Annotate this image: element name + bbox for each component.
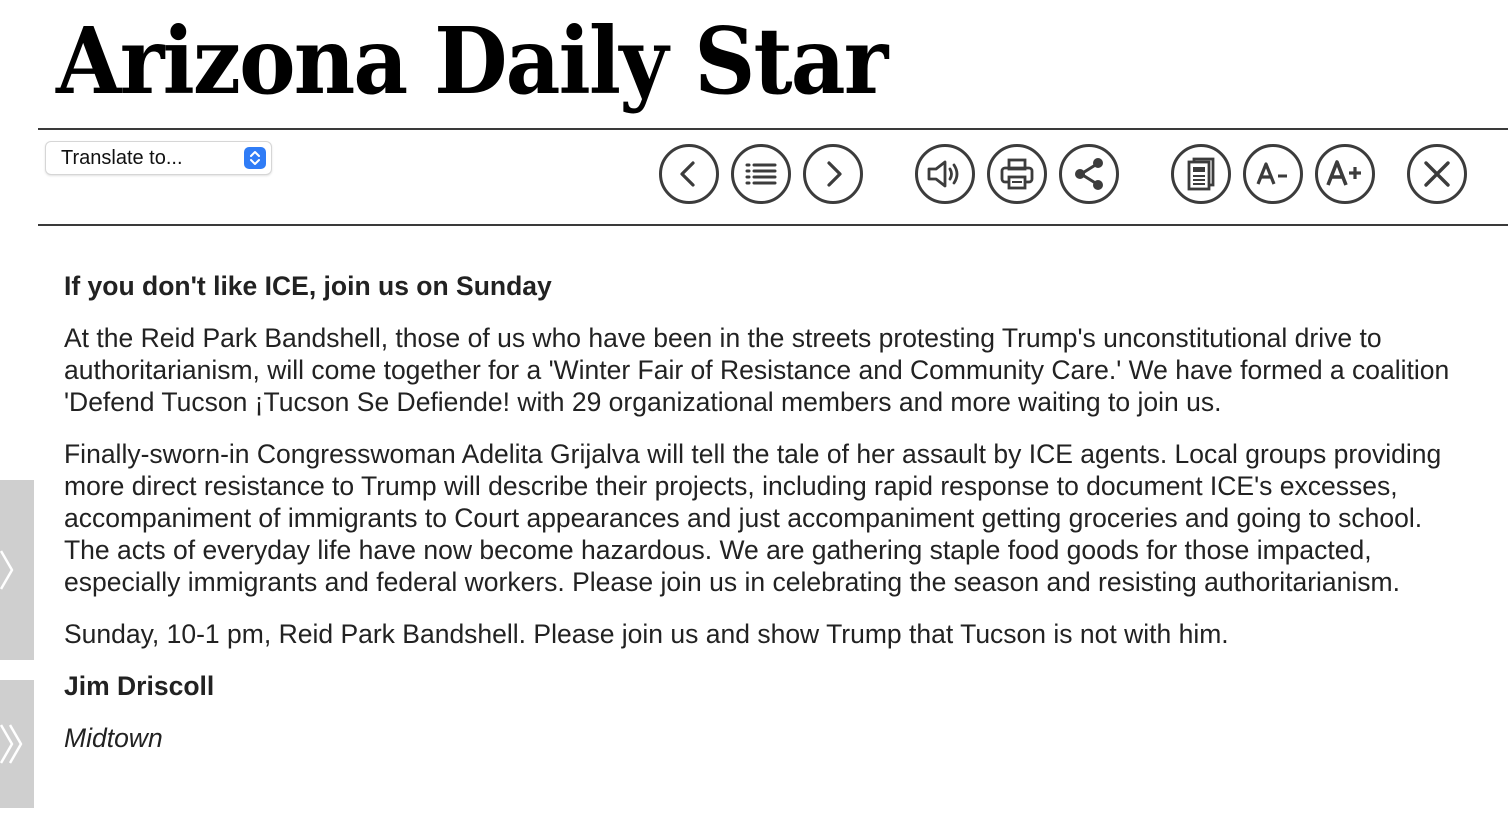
document-icon (1185, 156, 1217, 192)
close-button[interactable] (1407, 144, 1467, 204)
print-button[interactable] (987, 144, 1047, 204)
chevron-right-icon (0, 719, 26, 769)
printer-icon (999, 157, 1035, 191)
page-view-button[interactable] (1171, 144, 1231, 204)
toolbar-top-divider (38, 128, 1508, 130)
list-icon (744, 161, 778, 187)
share-button[interactable] (1059, 144, 1119, 204)
article-paragraph: At the Reid Park Bandshell, those of us who have been in the streets protesting Trump's unconstitutional drive to authoritarianism, will come together for a 'Winter Fair of Resistance and Community Care.' We have formed a coalition 'Defend Tucson ¡Tucson Se Defiende! with 29 organizational members and more waiting to join us. (64, 323, 1450, 417)
text-smaller-button[interactable] (1243, 144, 1303, 204)
text-larger-button[interactable] (1315, 144, 1375, 204)
text-larger-icon (1325, 158, 1365, 190)
contents-button[interactable] (731, 144, 791, 204)
article-paragraph: Finally-sworn-in Congresswoman Adelita Grijalva will tell the tale of her assault by ICE agents. Local groups providing more direct resistance to Trump will describe their projects, including rapid response to document ICE's excesses, accompaniment of immigrants to Court appearances and just accompaniment getting groceries and going to school. The acts of everyday life have now become hazardous. We are gathering staple food goods for those impacted, especially immigrants and federal workers. Please join us in celebrating the season and resisting authoritarianism. (64, 439, 1442, 597)
side-panel-tab[interactable] (0, 480, 34, 660)
listen-button[interactable] (915, 144, 975, 204)
speaker-icon (925, 158, 965, 190)
share-icon (1072, 157, 1106, 191)
select-stepper-icon (244, 147, 266, 169)
chevron-right-icon (0, 545, 16, 595)
side-panel-tab[interactable] (0, 680, 34, 808)
article-location: Midtown (64, 723, 163, 753)
next-button[interactable] (803, 144, 863, 204)
chevron-left-icon (674, 159, 704, 189)
text-smaller-icon (1254, 159, 1292, 189)
article-body (64, 270, 1474, 754)
translate-select-value: Translate to... (61, 146, 183, 169)
article-author: Jim Driscoll (64, 671, 215, 701)
article-headline: If you don't like ICE, join us on Sunday (64, 271, 552, 301)
chevron-right-icon (818, 159, 848, 189)
article-paragraph: Sunday, 10-1 pm, Reid Park Bandshell. Please join us and show Trump that Tucson is not with him. (64, 619, 1229, 649)
close-icon (1422, 159, 1452, 189)
masthead-logo: Arizona Daily Star (56, 7, 887, 115)
previous-button[interactable] (659, 144, 719, 204)
translate-select[interactable] (45, 141, 272, 175)
toolbar-bottom-divider (38, 224, 1508, 226)
